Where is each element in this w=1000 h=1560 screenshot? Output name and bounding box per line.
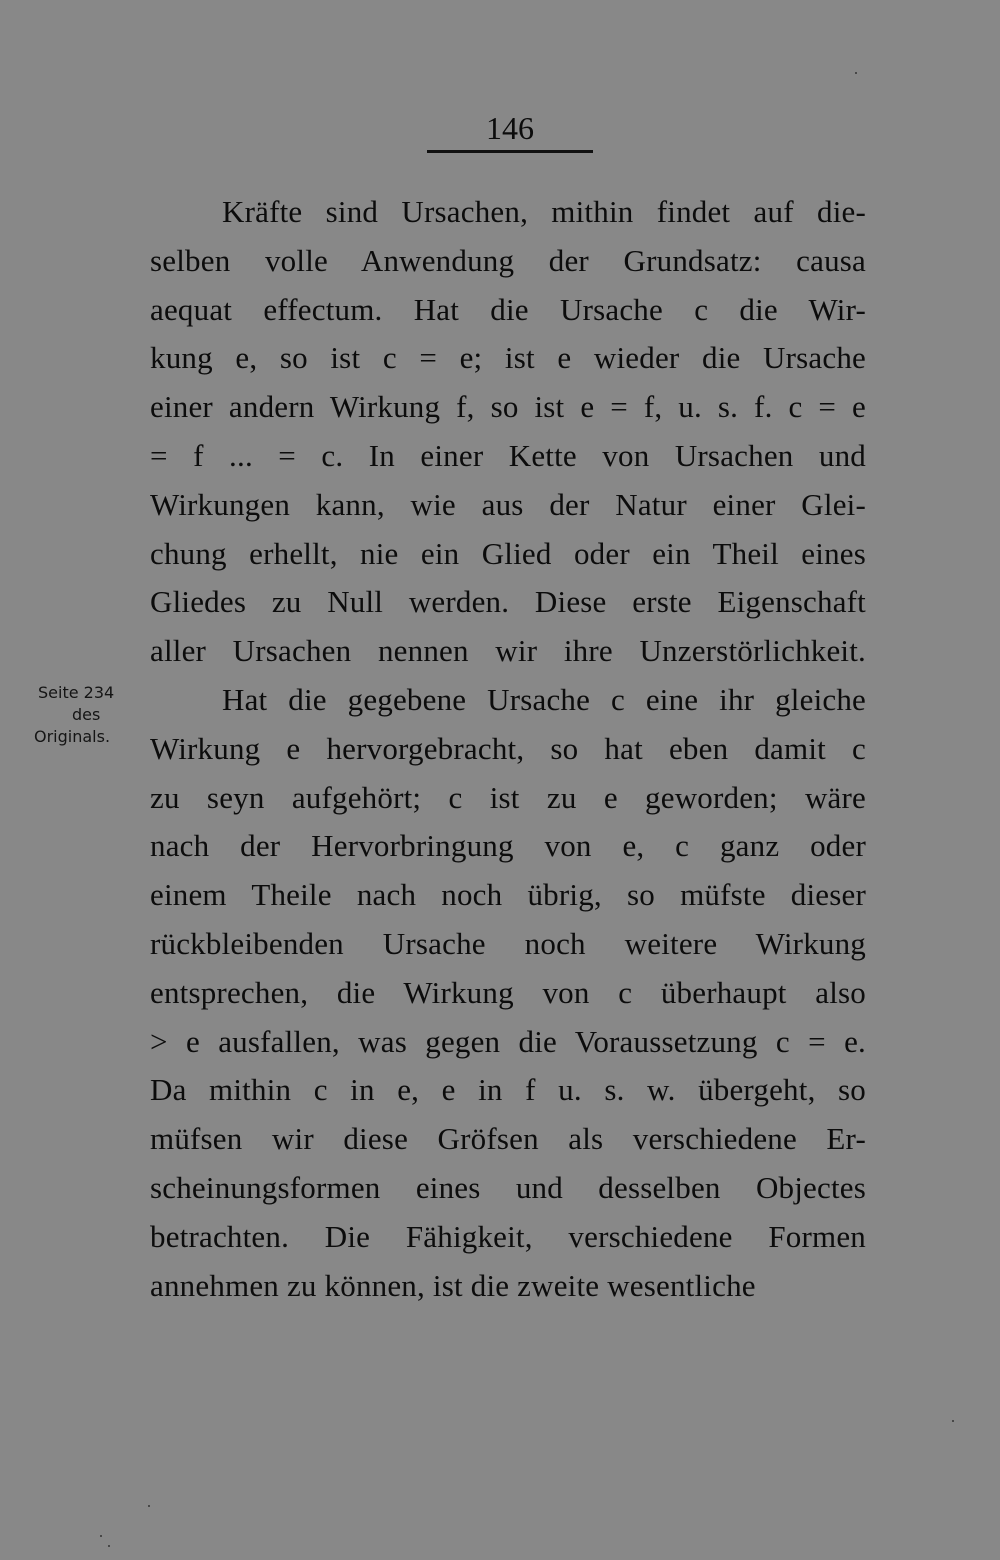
text-line: scheinungsformen eines und desselben Objectes bbox=[150, 1169, 866, 1205]
body-text bbox=[150, 188, 866, 1310]
text-line: = f ... = c. In einer Kette von Ursachen und bbox=[150, 437, 866, 473]
text-line: müfsen wir diese Gröfsen als verschiedene Er- bbox=[150, 1121, 866, 1157]
text-line: entsprechen, die Wirkung von c überhaupt also bbox=[150, 974, 866, 1010]
text-line: Da mithin c in e, e in f u. s. w. übergeht, so bbox=[150, 1072, 866, 1108]
text-line: aequat effectum. Hat die Ursache c die Wir- bbox=[150, 291, 866, 327]
text-line: aller Ursachen nennen wir ihre Unzerstörlichkeit. bbox=[150, 633, 866, 669]
text-line: kung e, so ist c = e; ist e wieder die Ursache bbox=[150, 340, 866, 376]
text-line: Hat die gegebene Ursache c eine ihr gleiche bbox=[222, 681, 866, 717]
text-line: Gliedes zu Null werden. Diese erste Eigenschaft bbox=[150, 584, 866, 620]
paper-speck bbox=[855, 72, 857, 74]
text-line: chung erhellt, nie ein Glied oder ein Theil eines bbox=[150, 535, 866, 571]
text-line: zu seyn aufgehört; c ist zu e geworden; wäre bbox=[150, 779, 866, 815]
margin-note-line: Originals. bbox=[34, 727, 111, 746]
text-line: selben volle Anwendung der Grundsatz: causa bbox=[150, 242, 866, 278]
text-line: einem Theile nach noch übrig, so müfste dieser bbox=[150, 877, 866, 913]
page-number: 146 bbox=[486, 110, 534, 146]
text-line: Wirkungen kann, wie aus der Natur einer Glei- bbox=[150, 486, 866, 522]
text-line: Kräfte sind Ursachen, mithin findet auf die- bbox=[222, 194, 866, 229]
text-line: betrachten. Die Fähigkeit, verschiedene Formen bbox=[150, 1218, 866, 1254]
text-line: nach der Hervorbringung von e, c ganz oder bbox=[150, 828, 866, 864]
margin-note-line: des bbox=[72, 705, 101, 724]
text-line: > e ausfallen, was gegen die Voraussetzung c = e. bbox=[150, 1023, 866, 1059]
margin-note bbox=[34, 682, 146, 748]
page-number-rule bbox=[427, 150, 593, 153]
margin-note-line: Seite 234 bbox=[38, 683, 115, 702]
text-line: Wirkung e hervorgebracht, so hat eben damit c bbox=[150, 730, 866, 766]
paper-speck bbox=[148, 1505, 150, 1507]
text-line: einer andern Wirkung f, so ist e = f, u. s. f. c = e bbox=[150, 389, 866, 425]
paper-speck bbox=[952, 1420, 954, 1422]
paper-speck bbox=[100, 1535, 102, 1537]
paper-speck bbox=[108, 1545, 110, 1547]
text-line: rückbleibenden Ursache noch weitere Wirkung bbox=[150, 925, 866, 961]
text-line: annehmen zu können, ist die zweite wesentliche bbox=[150, 1267, 756, 1303]
